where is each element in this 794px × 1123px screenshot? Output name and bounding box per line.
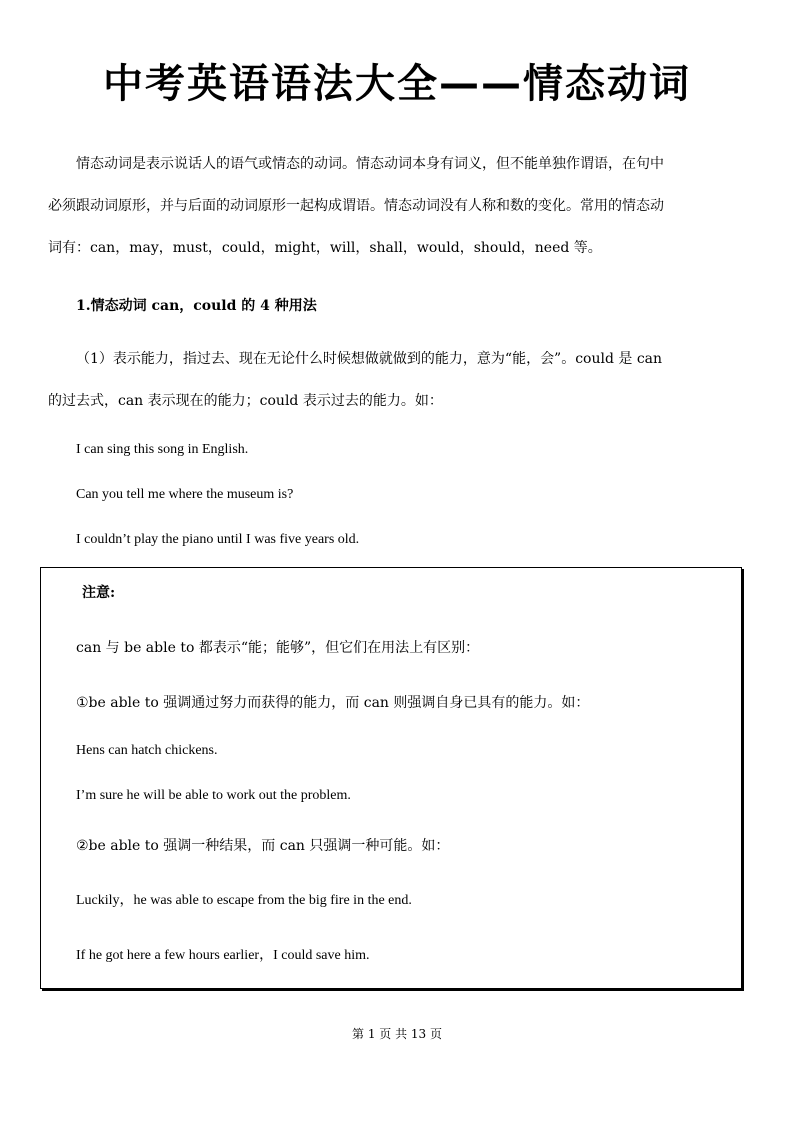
note-point-1: ①be able to 强调通过努力而获得的能力，而 can 则强调自身已具有的能力。如： [76,695,590,711]
note-example: If he got here a few hours earlier，I could save him. [76,948,370,963]
note-example: I’m sure he will be able to work out the problem. [76,788,351,803]
intro-line-2: 必须跟动词原形，并与后面的动词原形一起构成谓语。情态动词没有人称和数的变化。常用的情态动 [48,198,664,214]
note-box [40,567,742,989]
page-number: 第 1 页 共 13 页 [352,1027,442,1041]
point-1-paragraph [48,338,748,422]
note-example: Hens can hatch chickens. [76,743,218,758]
point-1-line-1: （1）表示能力，指过去、现在无论什么时候想做就做到的能力，意为“能，会”。could 是 can [76,351,663,367]
note-title: 注意: [82,585,116,601]
intro-line-3: 词有：can，may，must，could，might，will，shall，would，should，need 等。 [48,240,602,256]
example-sentence: I can sing this song in English. [76,442,249,457]
page-title: 中考英语语法大全——情态动词 [103,61,691,107]
note-point-2: ②be able to 强调一种结果，而 can 只强调一种可能。如： [76,838,450,854]
note-example: Luckily，he was able to escape from the big fire in the end. [76,893,412,908]
note-intro: can 与 be able to 都表示“能；能够”，但它们在用法上有区别： [76,640,480,656]
intro-paragraph [48,143,748,269]
example-sentence: I couldn’t play the piano until I was five years old. [76,532,360,547]
intro-line-1: 情态动词是表示说话人的语气或情态的动词。情态动词本身有词义，但不能单独作谓语，在句中 [76,156,664,172]
point-1-line-2: 的过去式，can 表示现在的能力；could 表示过去的能力。如： [48,393,443,409]
example-sentence: Can you tell me where the museum is? [76,487,294,502]
section-heading: 1.情态动词 can，could 的 4 种用法 [76,298,317,314]
